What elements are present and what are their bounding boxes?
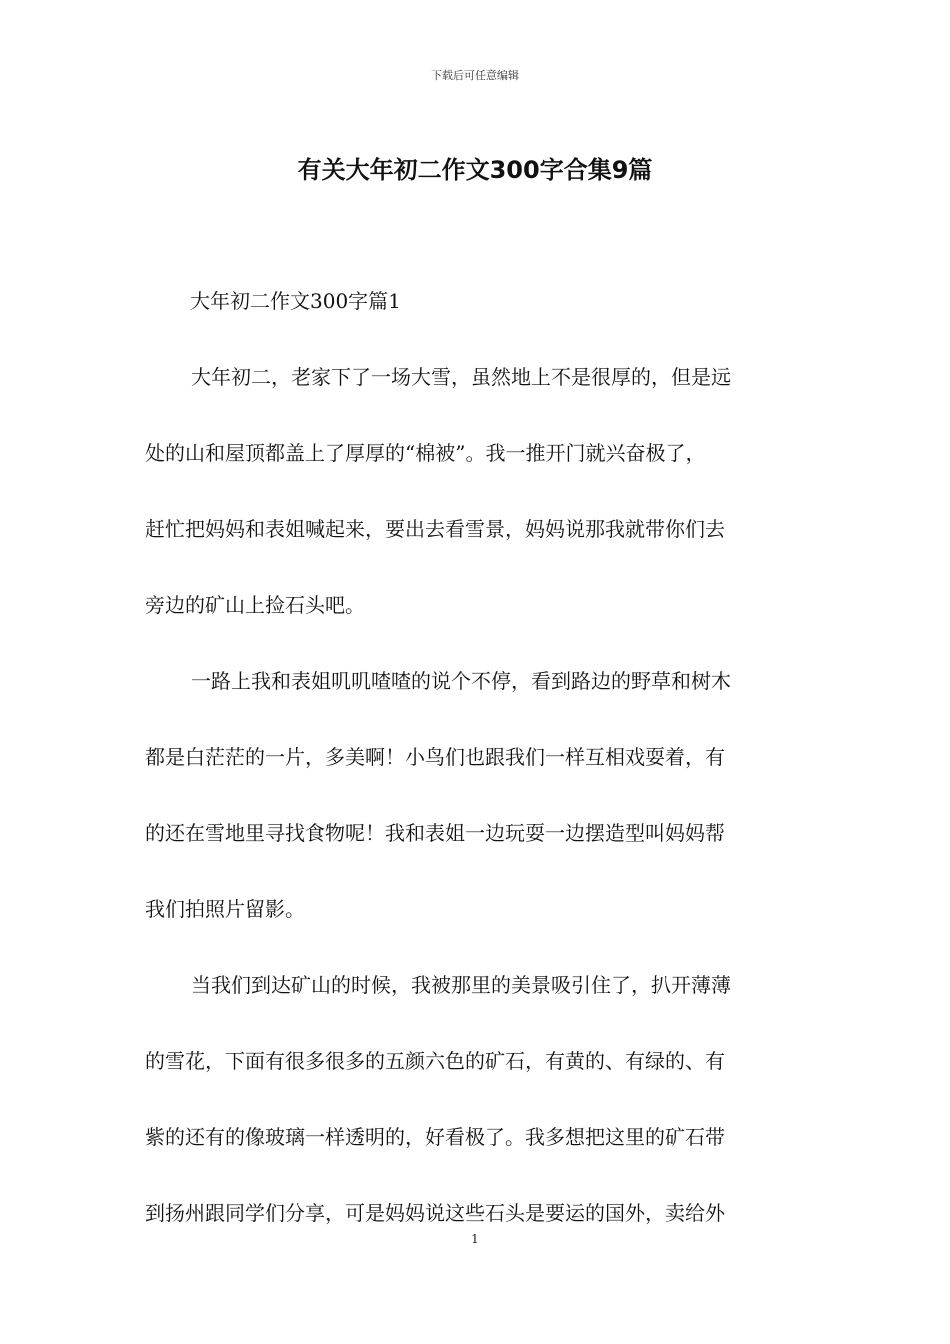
paragraph-line: 都是白茫茫的一片，多美啊！小鸟们也跟我们一样互相戏耍着，有: [145, 745, 725, 769]
paragraph-line: 的还在雪地里寻找食物呢！我和表姐一边玩耍一边摆造型叫妈妈帮: [145, 821, 725, 845]
paragraph-line: 赶忙把妈妈和表姐喊起来，要出去看雪景，妈妈说那我就带你们去: [145, 517, 725, 541]
page-header-note: 下载后可任意编辑: [431, 69, 519, 82]
paragraph-line: 大年初二，老家下了一场大雪，虽然地上不是很厚的，但是远: [191, 365, 731, 389]
paragraph-line: 一路上我和表姐叽叽喳喳的说个不停，看到路边的野草和树木: [191, 669, 731, 693]
body-text: [145, 356, 810, 1268]
paragraph-line: 旁边的矿山上捡石头吧。: [145, 593, 365, 617]
paragraph-line: 当我们到达矿山的时候，我被那里的美景吸引住了，扒开薄薄: [191, 973, 731, 997]
paragraph-line: 的雪花，下面有很多很多的五颜六色的矿石，有黄的、有绿的、有: [145, 1049, 725, 1073]
paragraph-line: 处的山和屋顶都盖上了厚厚的“棉被”。我一推开门就兴奋极了，: [145, 441, 706, 465]
document-title: 有关大年初二作文300字合集9篇: [297, 156, 653, 184]
page-number: 1: [471, 1232, 479, 1246]
section-heading: 大年初二作文300字篇1: [190, 289, 401, 313]
paragraph-line: 到扬州跟同学们分享，可是妈妈说这些石头是要运的国外，卖给外: [145, 1201, 725, 1225]
paragraph-line: 我们拍照片留影。: [145, 897, 305, 921]
paragraph-line: 紫的还有的像玻璃一样透明的，好看极了。我多想把这里的矿石带: [145, 1125, 725, 1149]
